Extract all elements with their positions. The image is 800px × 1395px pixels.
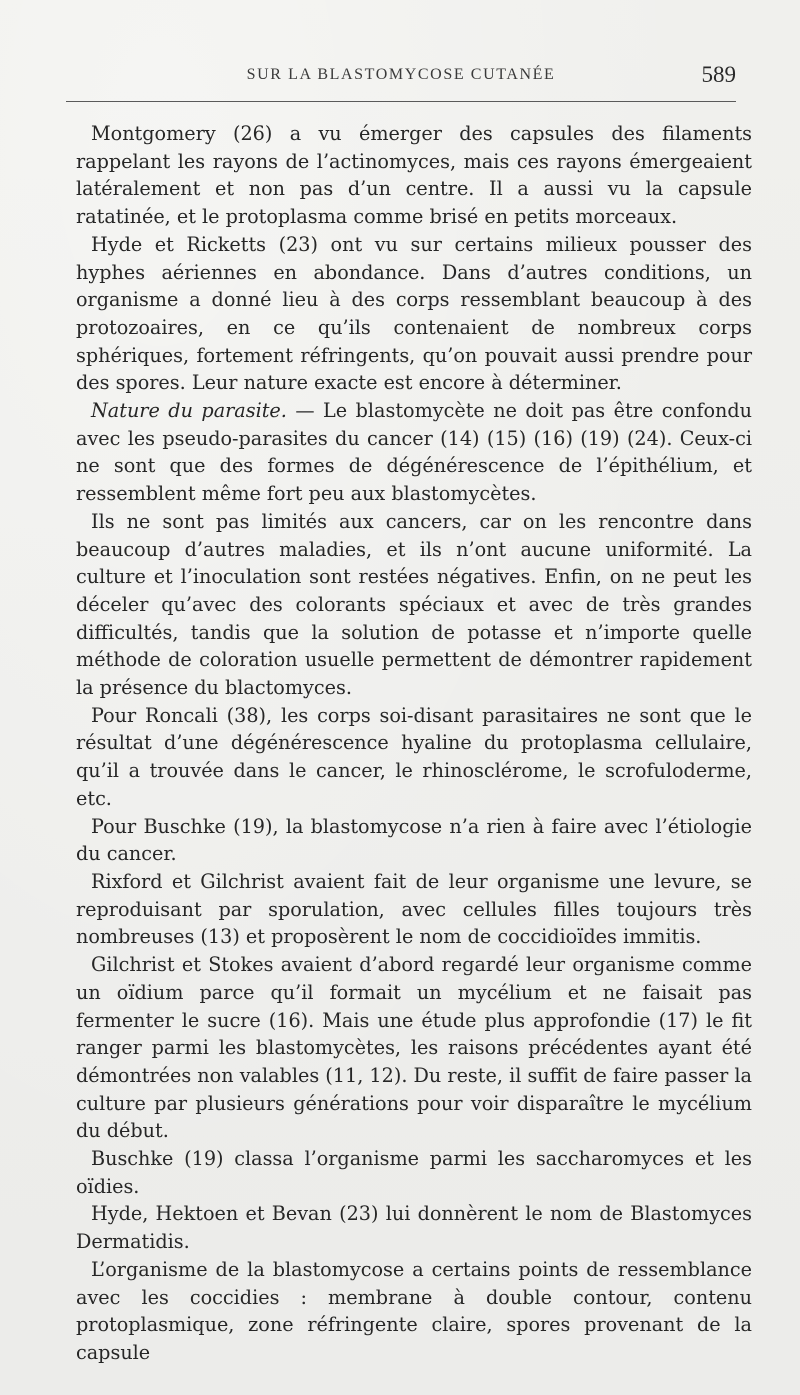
paragraph-hyde-ricketts [76, 231, 752, 397]
paragraph-text: L’organisme de la blastomycose a certains points de ressemblance avec les coccidies : membrane à double contour, contenu protoplasmique, zone réfringente claire, spores provenant de la capsule [76, 1257, 752, 1364]
paragraph-nature-du-parasite [76, 397, 752, 508]
paragraph-text: Gilchrist et Stokes avaient d’abord regardé leur organisme comme un oïdium parce qu’il formait un mycélium et ne faisait pas fermenter le sucre (16). Mais une étude plus approfondie (17) le fit ranger parmi les blastomycètes, les raisons précédentes ayant été démontrées non valables (11, 12). Du reste, il suffit de faire passer la culture par plusieurs générations pour voir disparaître le mycélium du début. [76, 953, 752, 1143]
body-text [76, 120, 752, 1367]
paragraph-montgomery [76, 120, 752, 231]
paragraph-text: — Le blastomycète ne doit pas être confondu avec les pseudo-parasites du cancer (14) (15) (16) (19) (24). Ceux-ci ne sont que des formes de dégénérescence de l’épithélium, et ressemblent même fort peu aux blastomycètes. [76, 399, 753, 506]
paragraph-buschke-classa [76, 1145, 752, 1200]
paragraph-text: Hyde et Ricketts (23) ont vu sur certains milieux pousser des hyphes aériennes en abondance. Dans d’autres conditions, un organisme a donné lieu à des corps ressemblant beaucoup à des protozoaires, en ce qu’ils contenaient de nombreux corps sphériques, fortement réfringents, qu’on pouvait aussi prendre pour des spores. Leur nature exacte est encore à déterminer. [76, 232, 752, 395]
page-number: 589 [701, 62, 736, 87]
paragraph-text: Pour Buschke (19), la blastomycose n’a rien à faire avec l’étiologie du cancer. [76, 814, 752, 866]
paragraph-limites [76, 508, 752, 702]
header-rule [66, 101, 736, 102]
paragraph-gilchrist-stokes [76, 951, 752, 1145]
paragraph-text: Ils ne sont pas limités aux cancers, car on les rencontre dans beaucoup d’autres maladies, et ils n’ont aucune uniformité. La culture et l’inoculation sont restées négatives. Enfin, on ne peut les déceler qu’avec des colorants spéciaux et avec de très grandes difficultés, tandis que la solution de potasse et n’importe quelle méthode de coloration usuelle permettent de démontrer rapidement la présence du blactomyces. [76, 509, 752, 700]
paragraph-coccidies [76, 1256, 752, 1367]
paragraph-text: Pour Roncali (38), les corps soi-disant parasitaires ne sont que le résultat d’une dégénérescence hyaline du protoplasma cellulaire, qu’il a trouvée dans le cancer, le rhinosclérome, le scrofuloderme, etc. [76, 703, 752, 810]
paragraph-text: Montgomery (26) a vu émerger des capsules des filaments rappelant les rayons de l’actinomyces, mais ces rayons émergeaient latéralement et non pas d’un centre. Il a aussi vu la capsule ratatinée, et le protoplasma comme brisé en petits morceaux. [76, 122, 752, 229]
section-heading: Nature du parasite. [91, 399, 287, 423]
paragraph-text: Hyde, Hektoen et Bevan (23) lui donnèrent le nom de Blastomyces Dermatidis. [76, 1202, 752, 1254]
paragraph-buschke-etiologie [76, 813, 752, 868]
running-head: SUR LA BLASTOMYCOSE CUTANÉE [246, 66, 556, 83]
paragraph-text: Rixford et Gilchrist avaient fait de leur organisme une levure, se reproduisant par sporulation, avec cellules filles toujours très nombreuses (13) et proposèrent le nom de coccidioïdes immitis. [76, 869, 752, 949]
paragraph-roncali [76, 702, 752, 813]
paragraph-text: Buschke (19) classa l’organisme parmi les saccharomyces et les oïdies. [76, 1147, 752, 1198]
paragraph-rixford-gilchrist [76, 868, 752, 951]
page-header [66, 62, 736, 92]
paragraph-hyde-hektoen-bevan [76, 1200, 752, 1255]
